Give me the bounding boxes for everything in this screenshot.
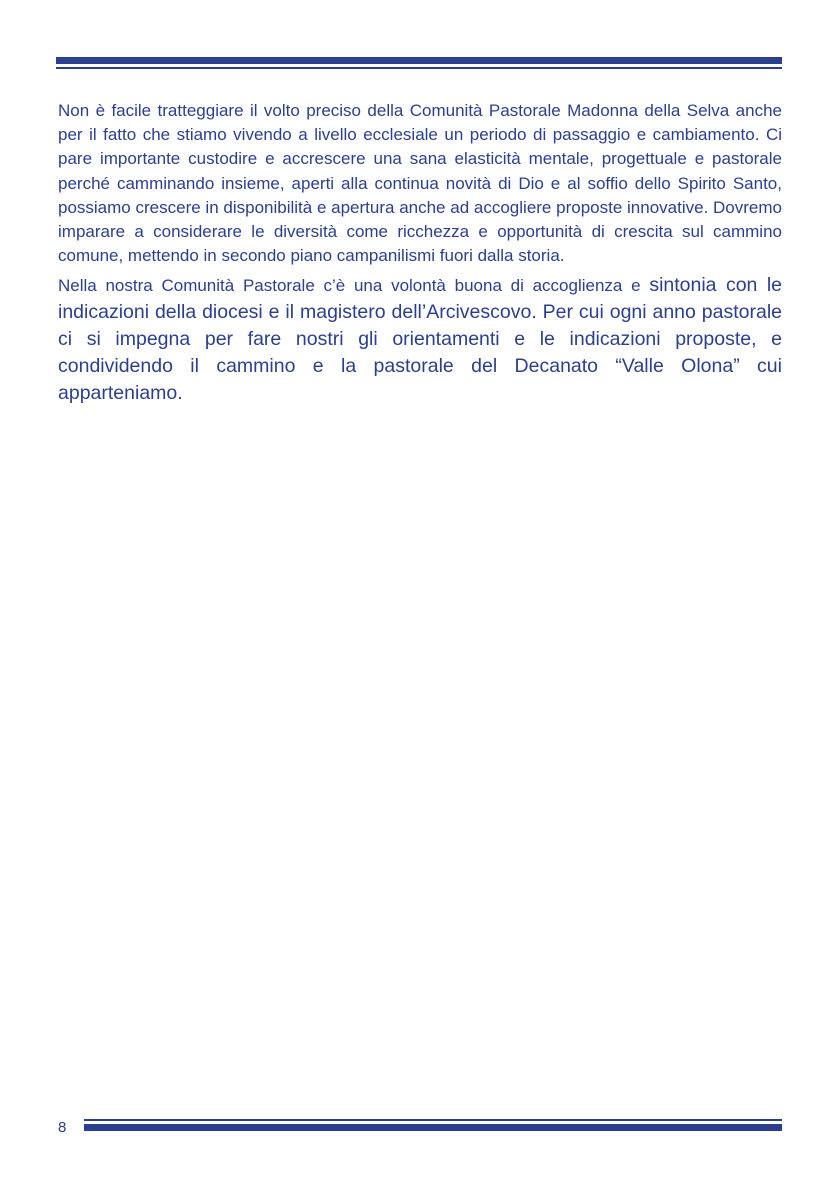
footer-rule (84, 1119, 782, 1131)
paragraph-1: Non è facile tratteggiare il volto preciso della Comunità Pastorale Madonna della Selva anche per il fatto che stiamo vivendo a livello ecclesiale un periodo di passaggio e cambiamento. Ci pare importante custodire e accrescere una sana elasticità mentale, progettuale e pastorale perché camminando insieme, aperti alla continua novità di Dio e al soffio dello Spirito Santo, possiamo crescere in disponibilità e apertura anche ad accogliere proposte innovative. Dovremo imparare a considerare le diversità come ricchezza e opportunità di crescita sul cammino comune, mettendo in secondo piano campanilismi fuori dalla storia. (58, 101, 782, 266)
paragraph-2 (58, 272, 782, 407)
page-number: 8 (58, 1119, 67, 1136)
page-content (58, 99, 782, 407)
page-footer (58, 1119, 782, 1139)
header-rule (56, 57, 782, 69)
header-rule-thick (56, 57, 782, 64)
paragraph-2-start: Nella nostra Comunità Pastorale c’è una volontà buona di accoglienza e (58, 276, 650, 296)
paragraph-2-rest: sintonia con le indicazioni della diocesi e il magistero dell’Arcivescovo. Per cui ogni anno pastorale ci si impegna per fare nostri gli orientamenti e le indicazioni proposte, e condividendo il cammino e la pastorale del Decanato “Valle Olona” cui apparteniamo. (58, 274, 783, 405)
footer-rule-thick (84, 1124, 782, 1131)
header-rule-thin (56, 67, 782, 69)
